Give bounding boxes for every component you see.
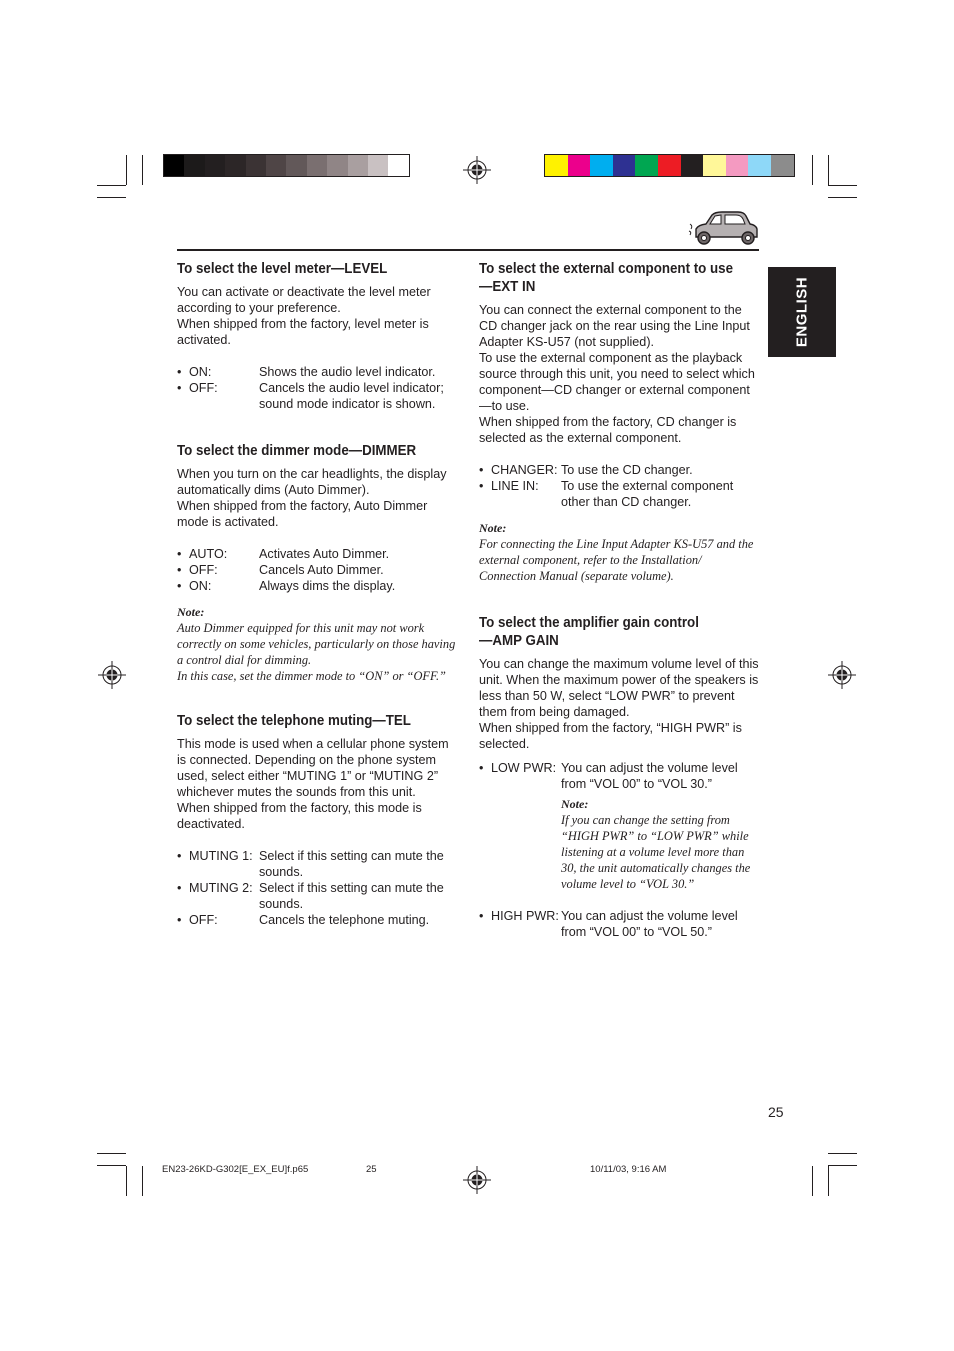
note-text: Auto Dimmer equipped for this unit may not work correctly on some vehicles, particularly on those having a control dial for dimming. (177, 621, 456, 667)
color-swatch (164, 155, 184, 176)
color-swatch (771, 155, 794, 176)
left-column (177, 260, 457, 928)
section-title: To select the dimmer mode—DIMMER (177, 443, 417, 459)
color-swatch (286, 155, 306, 176)
option-key: LINE IN: (491, 479, 539, 493)
footer-timestamp: 10/11/03, 9:16 AM (590, 1164, 667, 1175)
section-title-line1: To select the external component to use (479, 261, 734, 277)
option-value: Cancels Auto Dimmer. (259, 563, 384, 577)
option-item: • CHANGER: To use the CD changer. (479, 462, 759, 478)
registration-mark-icon (98, 661, 126, 689)
option-value: You can adjust the volume level from “VOL 00” to “VOL 50.” (561, 909, 738, 939)
color-swatch (266, 155, 286, 176)
color-swatch (726, 155, 749, 176)
paragraph: When shipped from the factory, “HIGH PWR” is selected. (479, 721, 742, 751)
paragraph: When shipped from the factory, this mode is deactivated. (177, 801, 422, 831)
paragraph: When shipped from the factory, CD changer is selected as the external component. (479, 415, 737, 445)
process-color-bar (544, 154, 795, 177)
section-level (177, 260, 457, 412)
language-tab-label: ENGLISH (793, 276, 811, 348)
section-amp-gain (479, 614, 759, 940)
color-swatch (246, 155, 266, 176)
option-item: • OFF: Cancels the telephone muting. (177, 912, 457, 928)
option-value: Cancels the telephone muting. (259, 913, 430, 927)
paragraph: You can connect the external component to the CD changer jack on the rear using the Line Input Adapter KS-U57 (not supplied). (479, 303, 750, 349)
option-key: MUTING 1: (189, 849, 253, 863)
option-key: AUTO: (189, 547, 228, 561)
section-tel (177, 712, 457, 928)
section-ext-in (479, 260, 759, 584)
note-text: In this case, set the dimmer mode to “ON” or “OFF.” (177, 669, 446, 683)
registration-mark-icon (463, 1166, 491, 1194)
section-title-line2: —AMP GAIN (479, 633, 559, 649)
option-value: Cancels the audio level indicator; sound mode indicator is shown. (259, 381, 444, 411)
option-key: OFF: (189, 381, 218, 395)
color-swatch (568, 155, 591, 176)
section-title: To select the level meter—LEVEL (177, 261, 388, 277)
option-key: HIGH PWR: (491, 909, 559, 923)
option-key: MUTING 2: (189, 881, 253, 895)
section-title-line2: —EXT IN (479, 279, 536, 295)
option-value: To use the CD changer. (561, 463, 693, 477)
option-value: Activates Auto Dimmer. (259, 547, 390, 561)
color-swatch (613, 155, 636, 176)
note-label: Note: (177, 605, 205, 619)
color-swatch (368, 155, 388, 176)
option-item: • LOW PWR: You can adjust the volume level from “VOL 00” to “VOL 30.” (479, 760, 759, 792)
amp-note (561, 796, 759, 892)
option-value: Always dims the display. (259, 579, 396, 593)
color-swatch (184, 155, 204, 176)
option-item: • MUTING 2: Select if this setting can mute the sounds. (177, 880, 457, 912)
color-swatch (327, 155, 347, 176)
option-item: • MUTING 1: Select if this setting can mute the sounds. (177, 848, 457, 880)
car-icon (688, 207, 760, 249)
option-item: • OFF: Cancels Auto Dimmer. (177, 562, 457, 578)
note-text: For connecting the Line Input Adapter KS-U57 and the external component, refer to the Installation/ Connection Manual (separate volume). (479, 537, 754, 583)
option-key: OFF: (189, 563, 218, 577)
paragraph: This mode is used when a cellular phone system is connected. Depending on the phone system used, select either “MUTING 1” or “MUTING 2” whichever mutes the sounds from this unit. (177, 737, 449, 799)
option-value: Shows the audio level indicator. (259, 365, 436, 379)
paragraph: When shipped from the factory, level meter is activated. (177, 317, 429, 347)
section-dimmer (177, 442, 457, 684)
note-text: If you can change the setting from “HIGH PWR” to “LOW PWR” while listening at a volume level more than 30, the unit automatically changes the volume level to “VOL 30.” (561, 813, 751, 891)
header-rule (177, 249, 759, 251)
page-number: 25 (768, 1104, 784, 1120)
color-swatch (703, 155, 726, 176)
option-item: • ON: Always dims the display. (177, 578, 457, 594)
paragraph: You can activate or deactivate the level meter according to your preference. (177, 285, 431, 315)
option-item: • HIGH PWR: You can adjust the volume level from “VOL 00” to “VOL 50.” (479, 908, 759, 940)
color-swatch (348, 155, 368, 176)
note-label: Note: (561, 797, 589, 811)
color-swatch (635, 155, 658, 176)
color-swatch (205, 155, 225, 176)
option-value: Select if this setting can mute the sounds. (259, 881, 444, 911)
paragraph: When shipped from the factory, Auto Dimmer mode is activated. (177, 499, 428, 529)
option-key: CHANGER: (491, 463, 558, 477)
paragraph: You can change the maximum volume level of this unit. When the maximum power of the speakers is less than 50 W, select “LOW PWR” to prevent them from being damaged. (479, 657, 759, 719)
paragraph: When you turn on the car headlights, the display automatically dims (Auto Dimmer). (177, 467, 447, 497)
section-title-line1: To select the amplifier gain control (479, 615, 699, 631)
footer-file-name: EN23-26KD-G302[E_EX_EU]f.p65 (162, 1164, 309, 1175)
color-swatch (388, 155, 408, 176)
option-item: • LINE IN: To use the external component other than CD changer. (479, 478, 759, 510)
color-swatch (590, 155, 613, 176)
section-title: To select the telephone muting—TEL (177, 713, 411, 729)
color-swatch (748, 155, 771, 176)
option-key: LOW PWR: (491, 761, 557, 775)
color-swatch (658, 155, 681, 176)
footer-page: 25 (366, 1164, 377, 1175)
option-value: Select if this setting can mute the sounds. (259, 849, 444, 879)
right-column (479, 260, 759, 940)
color-swatch (681, 155, 704, 176)
registration-mark-icon (463, 156, 491, 184)
option-value: You can adjust the volume level from “VOL 00” to “VOL 30.” (561, 761, 738, 791)
note-label: Note: (479, 521, 507, 535)
option-key: OFF: (189, 913, 218, 927)
option-item: • ON: Shows the audio level indicator. (177, 364, 457, 380)
option-value: To use the external component other than CD changer. (561, 479, 734, 509)
color-swatch (545, 155, 568, 176)
paragraph: To use the external component as the playback source through this unit, you need to select which component—CD changer or external component—to use. (479, 351, 755, 413)
color-swatch (225, 155, 245, 176)
option-key: ON: (189, 365, 212, 379)
option-item: • AUTO: Activates Auto Dimmer. (177, 546, 457, 562)
grayscale-color-bar (163, 154, 410, 177)
option-key: ON: (189, 579, 212, 593)
option-item: • OFF: Cancels the audio level indicator; sound mode indicator is shown. (177, 380, 457, 412)
registration-mark-icon (828, 661, 856, 689)
color-swatch (307, 155, 327, 176)
language-tab (768, 267, 836, 357)
